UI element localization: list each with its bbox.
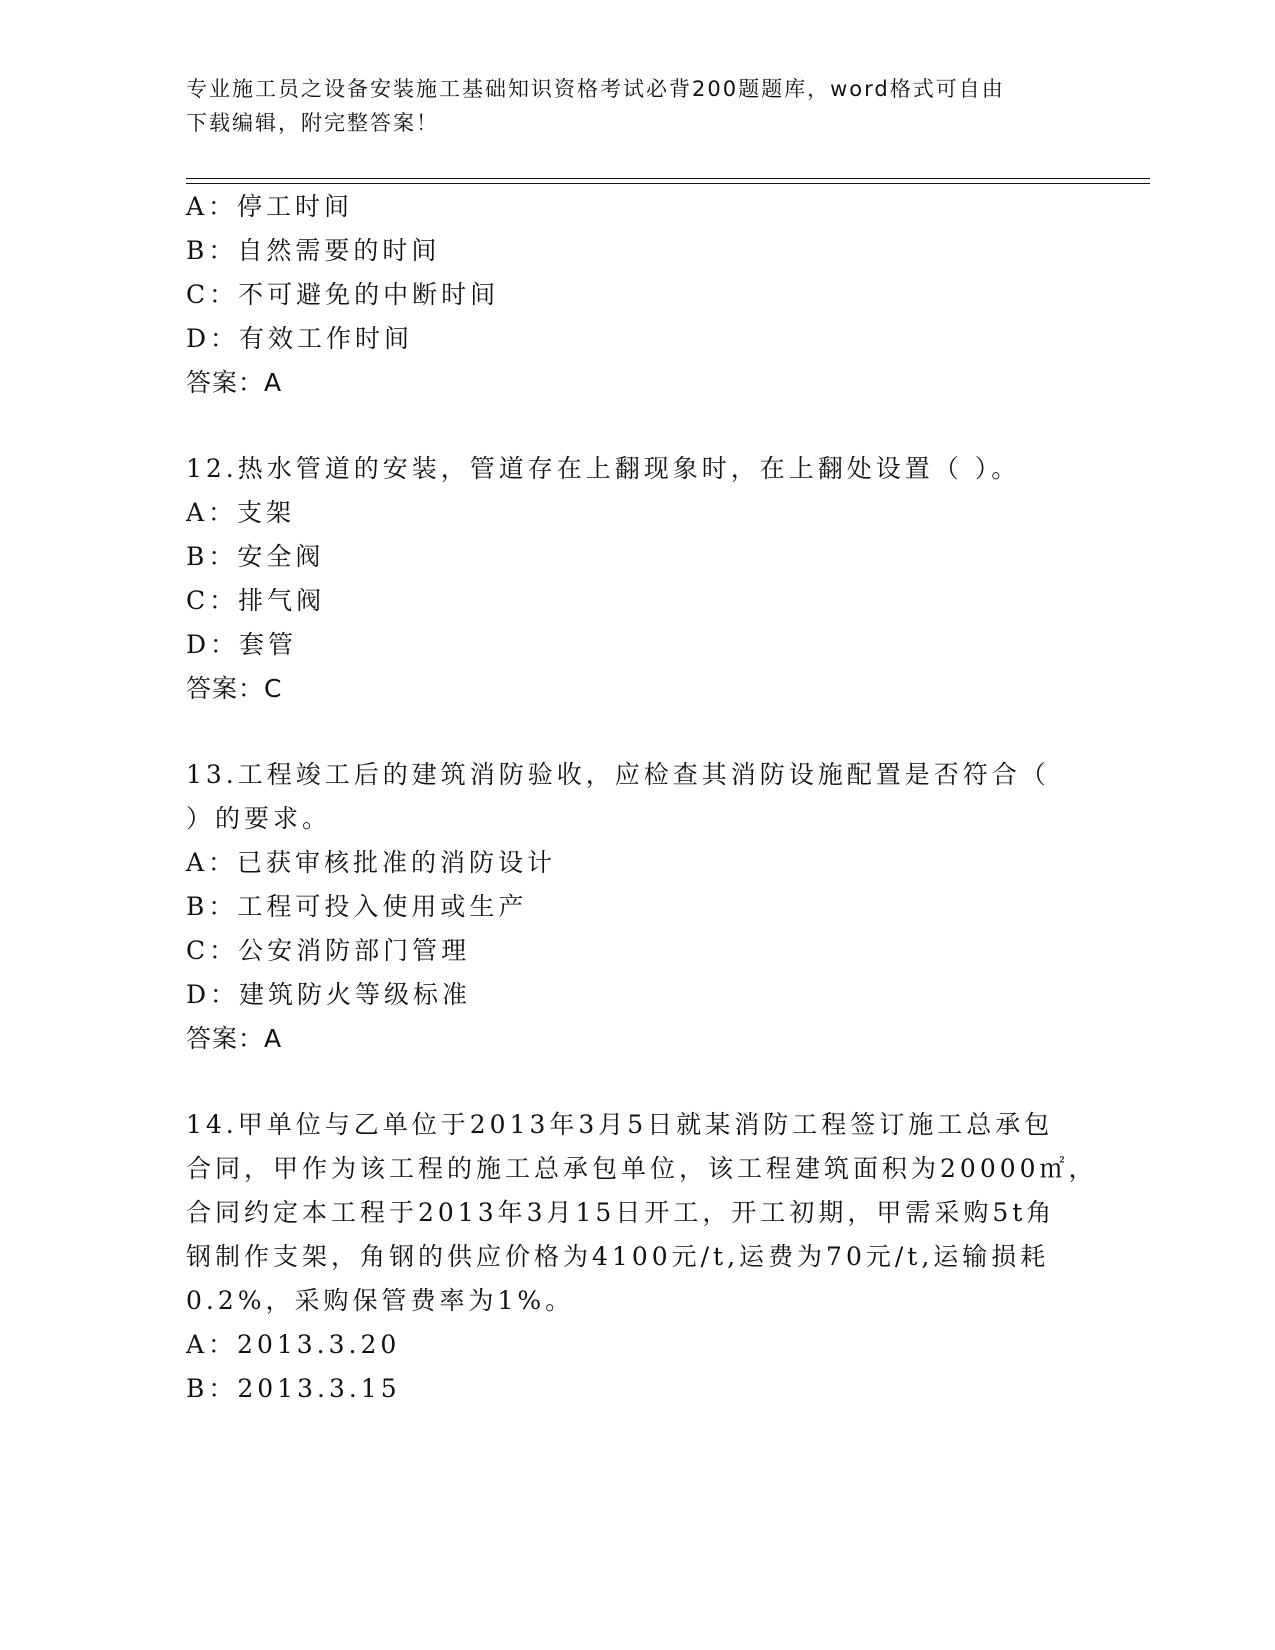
q11-option-b: B：自然需要的时间 <box>186 236 441 265</box>
q12-option-b: B：安全阀 <box>186 542 325 571</box>
q11-option-a: A：停工时间 <box>186 192 354 221</box>
q14-question-line-1: 14.甲单位与乙单位于2013年3月5日就某消防工程签订施工总承包 <box>186 1110 1054 1139</box>
q13-option-a: A：已获审核批准的消防设计 <box>186 848 557 877</box>
q14-option-b: B：2013.3.15 <box>186 1374 401 1403</box>
header-line-2: 下载编辑，附完整答案！ <box>186 111 439 135</box>
q11-option-c: C：不可避免的中断时间 <box>186 280 500 309</box>
q12-question: 12.热水管道的安装，管道存在上翻现象时，在上翻处设置（ ）。 <box>186 454 1021 483</box>
q14-question-line-2: 合同，甲作为该工程的施工总承包单位，该工程建筑面积为20000㎡， <box>186 1154 1098 1183</box>
header-divider-top <box>186 178 1150 179</box>
q14-option-a: A：2013.3.20 <box>186 1330 401 1359</box>
q13-option-c: C：公安消防部门管理 <box>186 936 471 965</box>
q11-option-d: D：有效工作时间 <box>186 324 414 353</box>
q14-question-line-5: 0.2%，采购保管费率为1%。 <box>186 1286 575 1315</box>
q13-question-line-1: 13.工程竣工后的建筑消防验收，应检查其消防设施配置是否符合（ <box>186 760 1050 789</box>
q14-question-line-4: 钢制作支架，角钢的供应价格为4100元/t,运费为70元/t,运输损耗 <box>186 1242 1050 1271</box>
q13-answer: 答案：A <box>186 1024 283 1053</box>
q13-option-b: B：工程可投入使用或生产 <box>186 892 528 921</box>
q13-question-line-2: ）的要求。 <box>186 804 332 833</box>
document-header <box>186 72 1066 140</box>
header-line-1: 专业施工员之设备安装施工基础知识资格考试必背200题题库，word格式可自由 <box>186 77 1005 101</box>
q12-option-d: D：套管 <box>186 630 298 659</box>
q11-answer: 答案：A <box>186 368 283 397</box>
q12-option-a: A：支架 <box>186 498 296 527</box>
q12-option-c: C：排气阀 <box>186 586 326 615</box>
q14-question-line-3: 合同约定本工程于2013年3月15日开工，开工初期，甲需采购5t角 <box>186 1198 1056 1227</box>
q13-option-d: D：建筑防火等级标准 <box>186 980 472 1009</box>
q12-answer: 答案：C <box>186 674 283 703</box>
